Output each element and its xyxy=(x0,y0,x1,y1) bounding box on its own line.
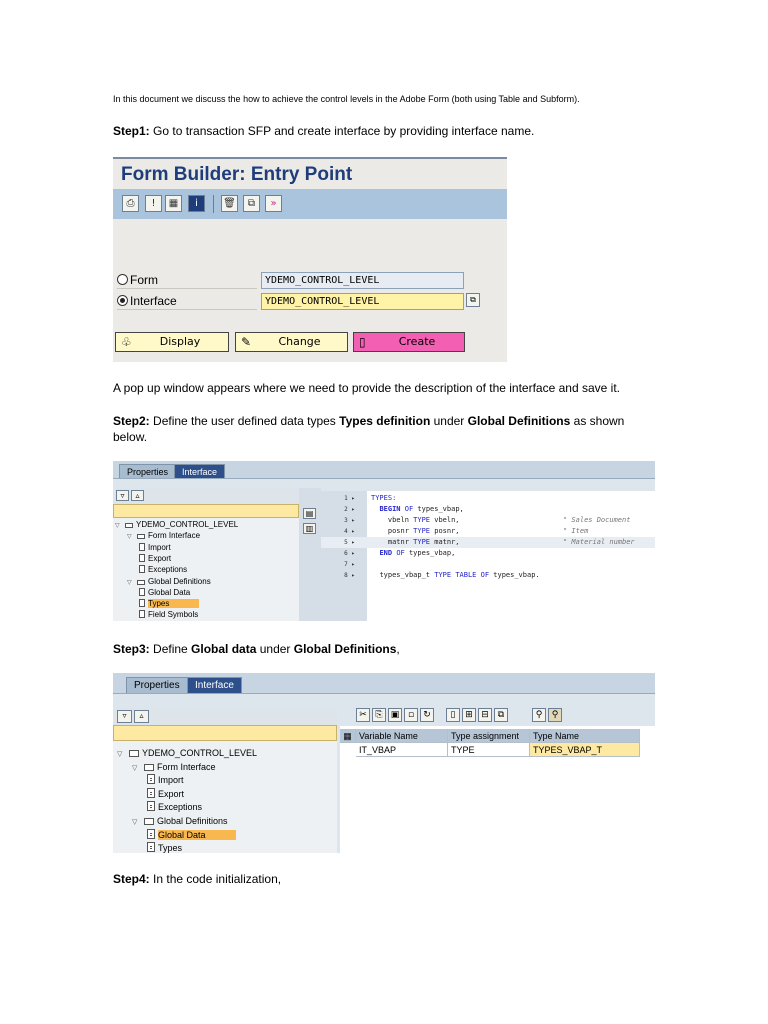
collapse-icon[interactable]: ▵ xyxy=(131,490,144,501)
folder-icon xyxy=(144,818,154,825)
collapse-icon[interactable]: ▵ xyxy=(134,710,149,723)
step3-text: Define xyxy=(149,642,192,656)
document-icon xyxy=(139,610,145,618)
tree-node-label: Exceptions xyxy=(158,802,203,813)
step3-text: , xyxy=(396,642,400,656)
tree-node-label: Global Data xyxy=(158,830,236,840)
code-text: vbeln TYPE vbeln, xyxy=(387,516,460,524)
global-definitions-term: Global Definitions xyxy=(293,642,397,656)
create-button-label: Create xyxy=(398,335,436,348)
form-builder-screenshot xyxy=(113,157,507,362)
pencil-icon: ✎ xyxy=(241,335,252,349)
tree-node[interactable] xyxy=(139,542,201,553)
folder-icon xyxy=(137,580,145,585)
tree-node-label: Field Symbols xyxy=(148,610,199,620)
value-help-icon[interactable]: ⧉ xyxy=(466,293,480,307)
document-icon xyxy=(147,829,155,839)
code-comment: " Material number xyxy=(563,538,635,546)
form-builder-toolbar xyxy=(113,189,507,219)
types-definition-screenshot xyxy=(113,461,655,621)
line-number: 1 ▸ xyxy=(344,495,355,502)
insert-row-icon[interactable]: ▯ xyxy=(446,708,460,722)
column-header[interactable]: Type assignment xyxy=(448,729,530,743)
tree-node-label: Export xyxy=(158,788,185,799)
interface-radio-label: Interface xyxy=(130,294,177,308)
folder-icon xyxy=(129,750,139,757)
tab-properties[interactable]: Properties xyxy=(126,677,188,693)
interface-radio[interactable] xyxy=(117,295,128,306)
tree-node[interactable] xyxy=(117,747,287,762)
tree-node-label: Exceptions xyxy=(148,565,188,575)
document-icon xyxy=(139,554,145,562)
types-definition-term: Types definition xyxy=(339,414,431,428)
code-line xyxy=(321,537,655,548)
pretty-printer-icon[interactable]: ▥ xyxy=(303,523,316,534)
document-icon xyxy=(147,801,155,811)
global-data-term: Global data xyxy=(191,642,257,656)
tree-search-field[interactable] xyxy=(113,504,299,518)
form-radio-label: Form xyxy=(130,273,158,287)
create-button[interactable] xyxy=(353,332,465,352)
document-icon xyxy=(139,588,145,596)
line-number: 7 ▸ xyxy=(344,561,355,568)
tree-node[interactable] xyxy=(139,564,217,575)
step1-label: Step1: xyxy=(113,124,150,138)
warning-icon[interactable]: ! xyxy=(145,195,162,212)
tab-strip xyxy=(113,461,655,479)
step4-label: Step4: xyxy=(113,872,150,886)
document-icon xyxy=(147,788,155,798)
global-data-screenshot xyxy=(113,673,655,853)
toolbar-separator xyxy=(213,195,214,213)
tree-node-label: Types xyxy=(158,843,183,854)
table-cell[interactable]: TYPES_VBAP_T xyxy=(530,743,640,757)
tree-node[interactable] xyxy=(147,829,236,843)
tree-toolbar xyxy=(113,488,299,504)
tree-node-label: Form Interface xyxy=(157,761,216,772)
interface-name-field[interactable]: YDEMO_CONTROL_LEVEL xyxy=(261,293,464,310)
form-radio[interactable] xyxy=(117,274,128,285)
global-definitions-term: Global Definitions xyxy=(467,414,571,428)
duplicate-row-icon[interactable]: ⧉ xyxy=(494,708,508,722)
paste-icon[interactable]: ▣ xyxy=(388,708,402,722)
select-all-icon[interactable]: ▦ xyxy=(340,729,356,743)
tree-node-label: Import xyxy=(148,542,171,552)
step2-text: under xyxy=(430,414,468,428)
folder-icon xyxy=(125,523,133,528)
step1-paragraph xyxy=(113,123,653,139)
find-icon[interactable]: ⚲ xyxy=(532,708,546,722)
step2-text: as shown below. xyxy=(113,414,625,444)
expand-icon[interactable]: ▿ xyxy=(116,490,129,501)
code-text: BEGIN OF types_vbap, xyxy=(379,505,464,513)
folder-icon xyxy=(144,764,154,771)
line-number: 4 ▸ xyxy=(344,528,355,535)
code-editor[interactable] xyxy=(321,491,655,621)
tree-node[interactable] xyxy=(147,788,214,802)
column-header[interactable]: Variable Name xyxy=(356,729,448,743)
tree-node-label: YDEMO_CONTROL_LEVEL xyxy=(136,520,239,529)
expand-triangle-icon[interactable]: ▽ xyxy=(132,763,138,772)
line-number: 3 ▸ xyxy=(344,517,355,524)
expand-triangle-icon[interactable]: ▽ xyxy=(117,750,123,758)
code-line xyxy=(321,515,655,526)
tree-node[interactable] xyxy=(147,801,232,815)
intro-text: In this document we discuss the how to achieve the control levels in the Adobe Form (both using Table and Subform). xyxy=(113,94,580,104)
document-icon xyxy=(147,842,155,852)
where-used-icon[interactable]: ▦ xyxy=(165,195,182,212)
tree-node-label: Global Definitions xyxy=(157,816,228,826)
code-line xyxy=(321,559,655,570)
tree-node-label: Global Definitions xyxy=(148,576,211,586)
tree-node-label: Types xyxy=(148,599,199,608)
cut-icon[interactable]: ✂ xyxy=(356,708,370,722)
code-comment: " Item xyxy=(563,527,589,535)
copy-icon[interactable]: ⎘ xyxy=(372,708,386,722)
tab-strip xyxy=(113,673,655,694)
find-next-icon[interactable]: ⚲ xyxy=(548,708,562,722)
delete-icon[interactable]: 🗑 xyxy=(221,195,238,212)
tree-node[interactable] xyxy=(147,842,212,856)
tree-node[interactable] xyxy=(132,815,258,830)
code-line xyxy=(321,548,655,559)
delete-row-icon[interactable]: ⊟ xyxy=(478,708,492,722)
step1-text: Go to transaction SFP and create interface by providing interface name. xyxy=(149,124,535,138)
other-object-icon[interactable]: ⎙ xyxy=(122,195,139,212)
code-line xyxy=(321,570,655,581)
tree-node[interactable] xyxy=(139,553,201,564)
step2-text: Define the user defined data types xyxy=(149,414,340,428)
code-line xyxy=(321,504,655,515)
code-line xyxy=(321,526,655,537)
append-row-icon[interactable]: ⊞ xyxy=(462,708,476,722)
form-name-field[interactable]: YDEMO_CONTROL_LEVEL xyxy=(261,272,464,289)
tree-node[interactable] xyxy=(139,609,228,620)
global-data-table xyxy=(340,726,655,853)
code-comment: " Sales Document xyxy=(563,516,631,524)
code-text: END OF types_vbap, xyxy=(379,549,456,557)
form-builder-title: Form Builder: Entry Point xyxy=(121,164,353,185)
change-button[interactable] xyxy=(235,332,348,352)
expand-icon[interactable]: ▿ xyxy=(117,710,132,723)
code-text: TYPES: xyxy=(371,494,397,502)
table-cell[interactable]: IT_VBAP xyxy=(356,743,448,757)
change-button-label: Change xyxy=(278,335,321,348)
code-text: types_vbap_t TYPE TABLE OF types_vbap. xyxy=(379,571,540,579)
undo-icon[interactable]: ▫ xyxy=(404,708,418,722)
document-icon xyxy=(139,565,145,573)
line-number: 5 ▸ xyxy=(344,539,355,546)
display-button[interactable] xyxy=(115,332,229,352)
tree-search-field[interactable] xyxy=(113,725,337,741)
line-number: 2 ▸ xyxy=(344,506,355,513)
expand-triangle-icon[interactable]: ▽ xyxy=(127,578,132,586)
document-icon xyxy=(147,774,155,784)
divider xyxy=(117,309,257,310)
folder-icon xyxy=(137,534,145,539)
code-line xyxy=(321,493,655,504)
editor-side-toolbar xyxy=(299,488,321,621)
step3-paragraph xyxy=(113,641,653,657)
tree-node[interactable] xyxy=(147,774,214,788)
expand-triangle-icon[interactable]: ▽ xyxy=(115,522,120,529)
divider xyxy=(117,288,257,289)
document-icon xyxy=(139,599,145,607)
document-icon xyxy=(139,543,145,551)
tree-node-label: Import xyxy=(158,775,184,786)
expand-triangle-icon[interactable]: ▽ xyxy=(132,818,138,826)
code-text: matnr TYPE matnr, xyxy=(387,538,460,546)
column-header[interactable]: Type Name xyxy=(530,729,640,743)
tree-node-label: YDEMO_CONTROL_LEVEL xyxy=(142,748,258,758)
tab-interface[interactable]: Interface xyxy=(187,677,242,693)
line-number: 8 ▸ xyxy=(344,572,355,579)
step3-label: Step3: xyxy=(113,642,150,656)
step3-text: under xyxy=(256,642,294,656)
tree-node-label: Form Interface xyxy=(148,531,201,541)
table-cell[interactable]: TYPE xyxy=(448,743,530,757)
tree-toolbar xyxy=(113,707,337,725)
popup-paragraph: A pop up window appears where we need to provide the description of the interface and save it. xyxy=(113,381,620,395)
step2-label: Step2: xyxy=(113,414,150,428)
expand-triangle-icon[interactable]: ▽ xyxy=(127,533,132,541)
form-radio-row[interactable] xyxy=(117,273,158,287)
tree-node[interactable] xyxy=(139,598,199,609)
step2-paragraph xyxy=(113,413,653,445)
pattern-icon[interactable]: ▤ xyxy=(303,508,316,519)
tree-node[interactable] xyxy=(139,587,220,598)
display-button-label: Display xyxy=(159,335,201,348)
info-icon[interactable]: i xyxy=(188,195,205,212)
step4-text: In the code initialization, xyxy=(149,872,282,886)
glasses-icon: ♧ xyxy=(121,335,132,349)
tab-properties[interactable]: Properties xyxy=(119,464,176,478)
test-icon[interactable]: » xyxy=(265,195,282,212)
copy-icon[interactable]: ⧉ xyxy=(243,195,260,212)
redo-icon[interactable]: ↻ xyxy=(420,708,434,722)
interface-tree-panel xyxy=(113,488,299,621)
tree-node-label: Global Data xyxy=(148,587,191,597)
tab-interface[interactable]: Interface xyxy=(174,464,225,478)
tree-node-label: Export xyxy=(148,553,172,563)
interface-radio-row[interactable] xyxy=(117,294,177,308)
interface-tree-panel xyxy=(113,707,337,853)
step4-paragraph xyxy=(113,871,653,887)
new-document-icon: ▯ xyxy=(359,335,366,349)
tree-node[interactable] xyxy=(132,761,246,776)
code-text: posnr TYPE posnr, xyxy=(387,527,460,535)
line-number: 6 ▸ xyxy=(344,550,355,557)
